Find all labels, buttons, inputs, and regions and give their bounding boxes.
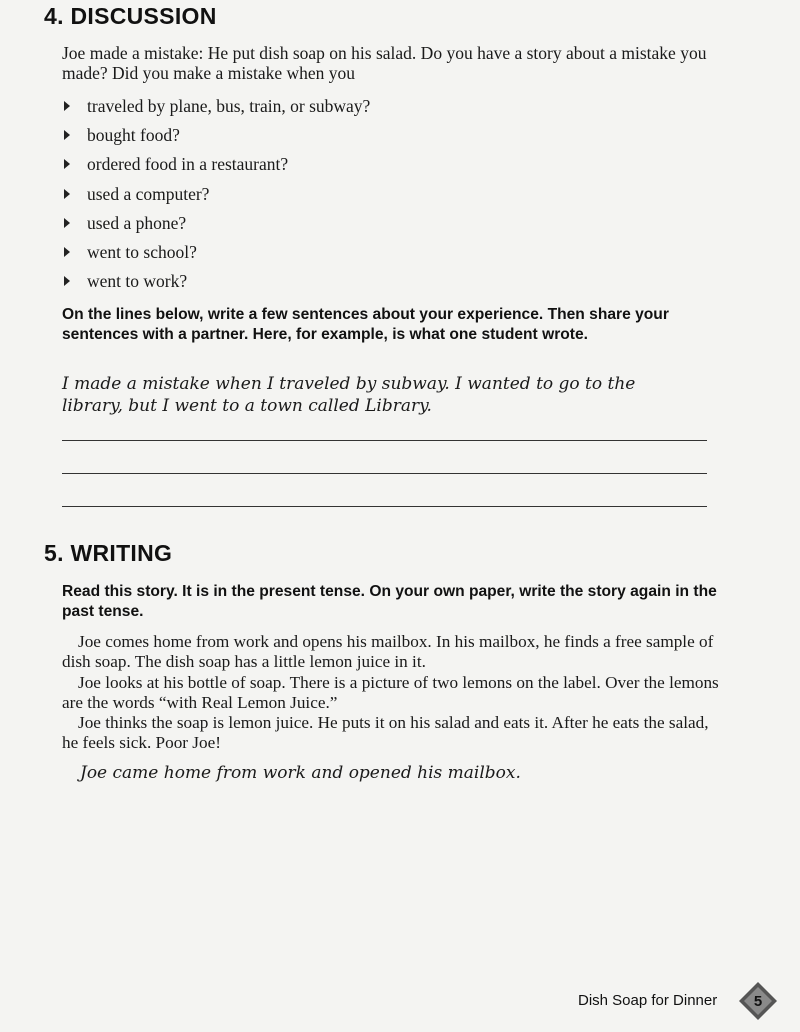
story-paragraph: Joe looks at his bottle of soap. There is a picture of two lemons on the label. Over the lemons are the words “with Real Lemon Juice.”	[62, 672, 719, 712]
triangle-bullet-icon	[64, 159, 70, 169]
bullet-item	[62, 150, 370, 179]
discussion-bullet-list	[62, 91, 370, 296]
triangle-bullet-icon	[64, 247, 70, 257]
writing-line[interactable]	[62, 473, 707, 474]
page-number: 5	[753, 992, 763, 1010]
bullet-item	[62, 120, 370, 149]
bullet-text: went to work?	[87, 271, 188, 292]
writing-line[interactable]	[62, 506, 707, 507]
bullet-text: traveled by plane, bus, train, or subway?	[87, 95, 371, 116]
story-text	[62, 632, 722, 754]
writing-line[interactable]	[62, 440, 707, 441]
bullet-item	[62, 179, 370, 208]
triangle-bullet-icon	[64, 276, 70, 286]
bullet-item	[62, 267, 370, 296]
story-paragraph: Joe comes home from work and opens his mailbox. In his mailbox, he finds a free sample of dish soap. The dish soap has a little lemon juice in it.	[62, 632, 714, 672]
triangle-bullet-icon	[64, 218, 70, 228]
triangle-bullet-icon	[64, 101, 70, 111]
example-line-1: I made a mistake when I traveled by subway. I wanted to go to the	[62, 374, 636, 394]
triangle-bullet-icon	[64, 189, 70, 199]
discussion-instruction: On the lines below, write a few sentences about your experience. Then share your sentences with a partner. Here, for example, is what one student wrote.	[62, 306, 669, 343]
discussion-heading: 4. DISCUSSION	[44, 3, 217, 29]
example-line-2: library, but I went to a town called Library.	[62, 396, 432, 416]
bullet-text: used a phone?	[87, 212, 187, 233]
bullet-text: used a computer?	[87, 183, 210, 204]
bullet-item	[62, 91, 370, 120]
bullet-item	[62, 208, 370, 237]
writing-example: Joe came home from work and opened his mailbox.	[80, 763, 521, 783]
bullet-text: bought food?	[87, 124, 180, 145]
bullet-text: went to school?	[87, 242, 197, 263]
writing-heading: 5. WRITING	[44, 540, 173, 566]
triangle-bullet-icon	[64, 130, 70, 140]
bullet-text: ordered food in a restaurant?	[87, 154, 289, 175]
writing-instruction: Read this story. It is in the present tense. On your own paper, write the story again in the past tense.	[62, 583, 717, 620]
bullet-item	[62, 237, 370, 266]
footer-title: Dish Soap for Dinner	[578, 992, 718, 1009]
discussion-intro: Joe made a mistake: He put dish soap on his salad. Do you have a story about a mistake you made? Did you make a mistake when you	[62, 43, 707, 83]
story-paragraph: Joe thinks the soap is lemon juice. He puts it on his salad and eats it. After he eats the salad, he feels sick. Poor Joe!	[62, 713, 709, 753]
